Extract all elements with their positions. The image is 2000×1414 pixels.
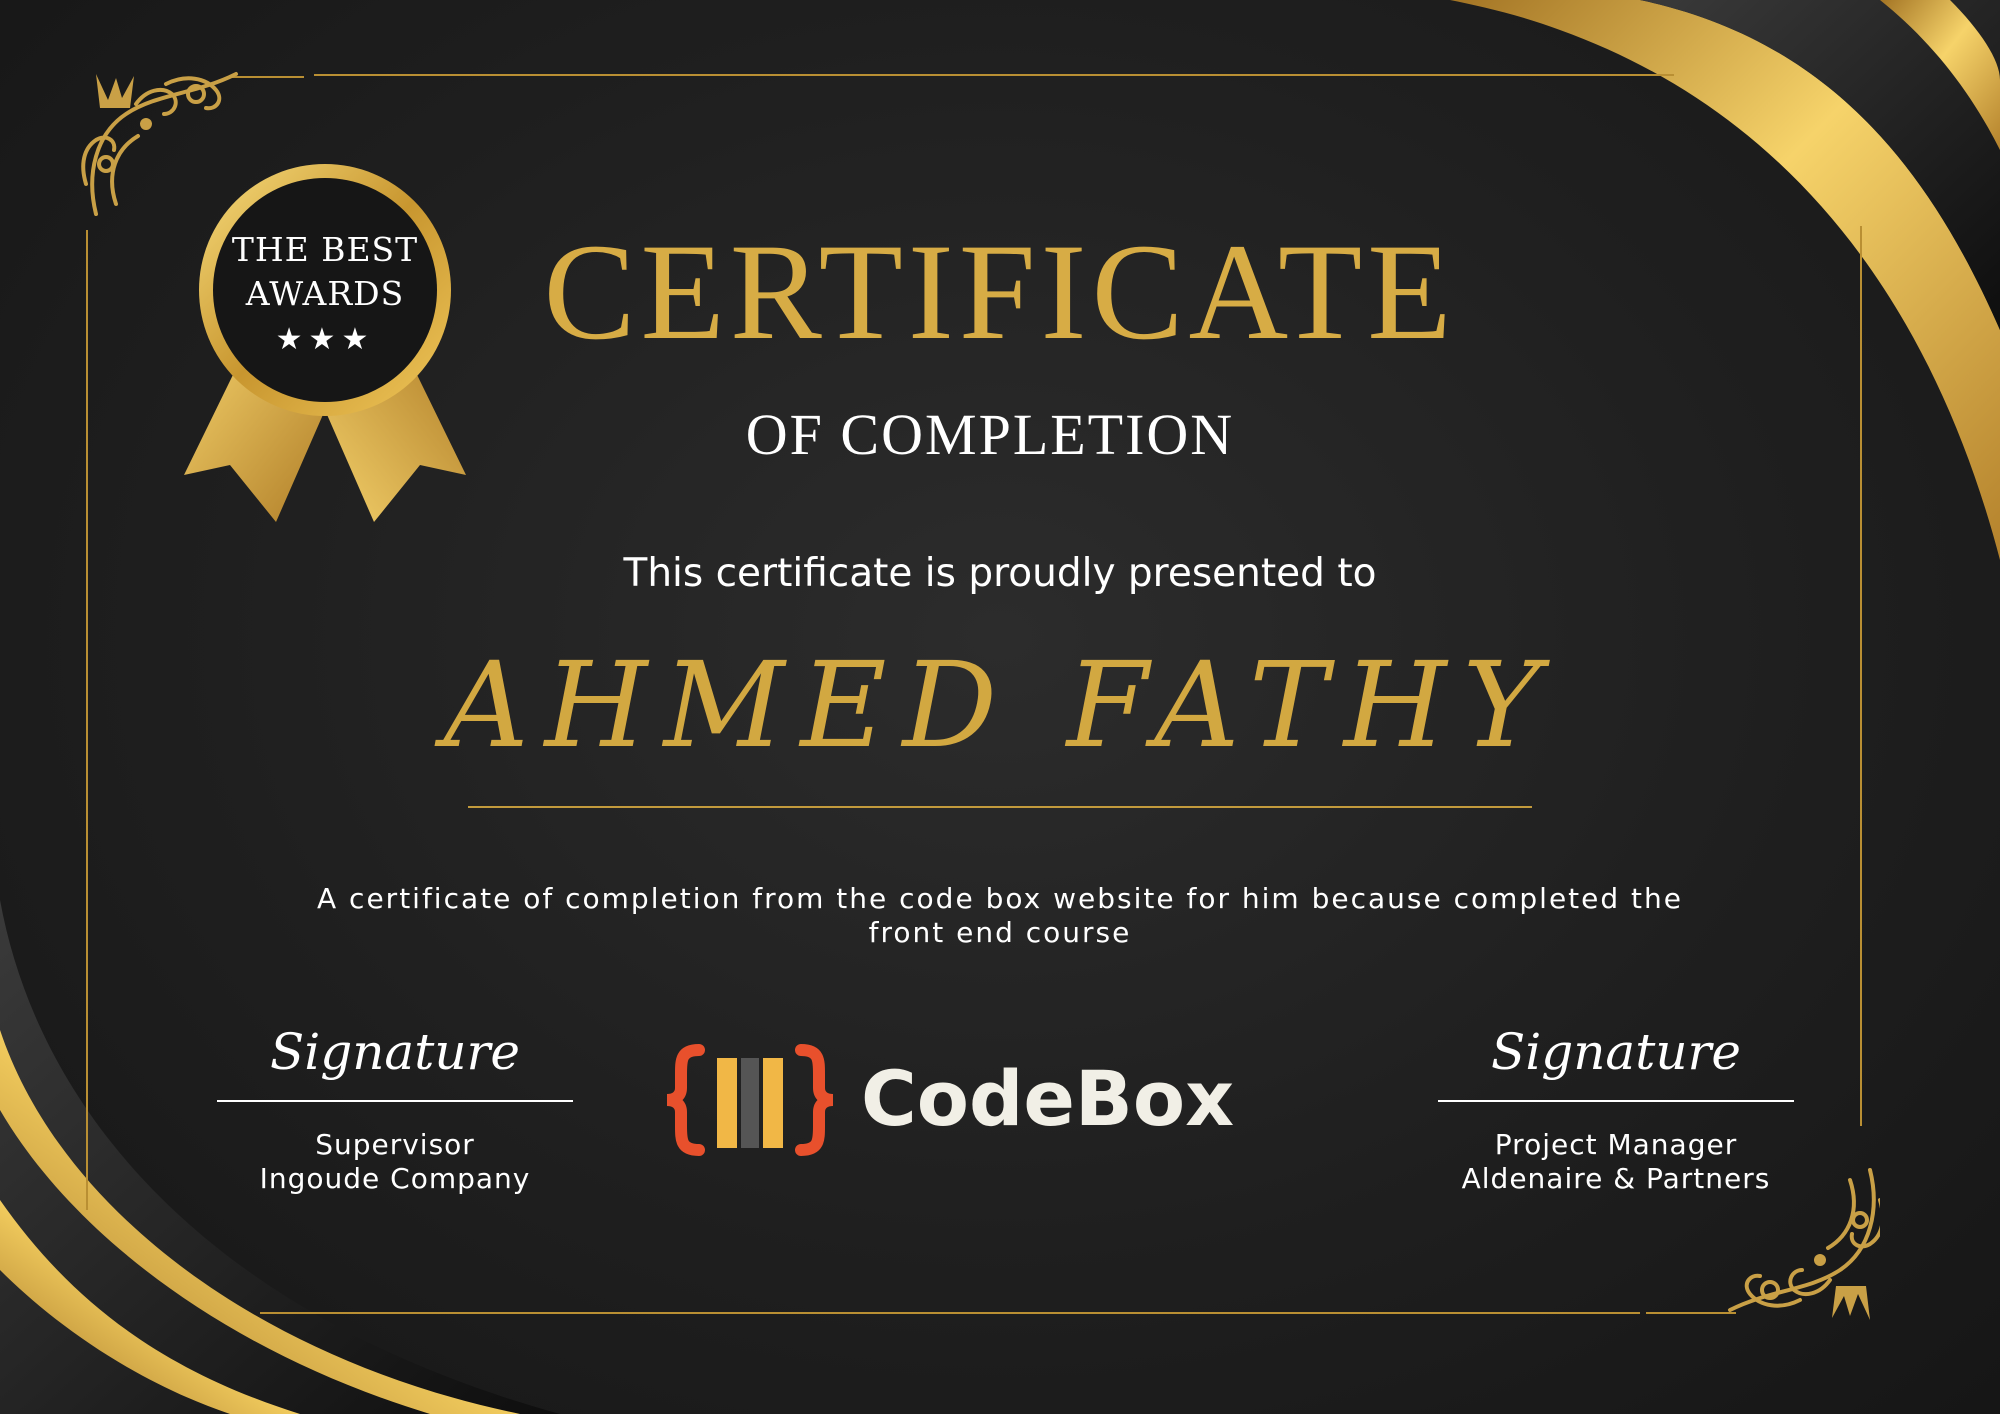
frame-line-left [86,230,88,1210]
signature-role-right: Project Manager [1494,1128,1738,1161]
badge-line2: AWARDS [245,274,405,313]
certificate-subtitle: OF COMPLETION [745,402,1235,467]
badge-stars-icon: ★★★ [275,322,375,357]
award-badge [180,160,470,530]
signature-org-right: Aldenaire & Partners [1461,1162,1771,1195]
signature-script-left: Signature [269,1023,521,1081]
badge-line1: THE BEST [231,230,419,269]
certificate-description: A certificate of completion from the code box website for him because completed the front end course [317,882,1683,949]
recipient-underline [468,806,1532,808]
recipient-name: AHMED FATHY [443,636,1557,774]
certificate-title: CERTIFICATE [543,215,1457,368]
frame-line-right [1860,226,1862,1126]
signature-line-right [1438,1100,1794,1102]
signature-script-right: Signature [1490,1023,1742,1081]
signature-role-left: Supervisor [315,1128,475,1161]
codebox-logo [665,1040,1265,1160]
signature-block-right [1426,1022,1806,1196]
logo-text: CodeBox [861,1054,1235,1143]
presented-to-text: This certificate is proudly presented to [623,551,1377,596]
frame-line-top [314,74,1674,76]
signature-org-left: Ingoude Company [259,1162,531,1195]
signature-block-left [205,1022,585,1196]
signature-line-left [217,1100,573,1102]
code-brackets-icon [665,1040,835,1160]
frame-line-bottom [260,1312,1640,1314]
